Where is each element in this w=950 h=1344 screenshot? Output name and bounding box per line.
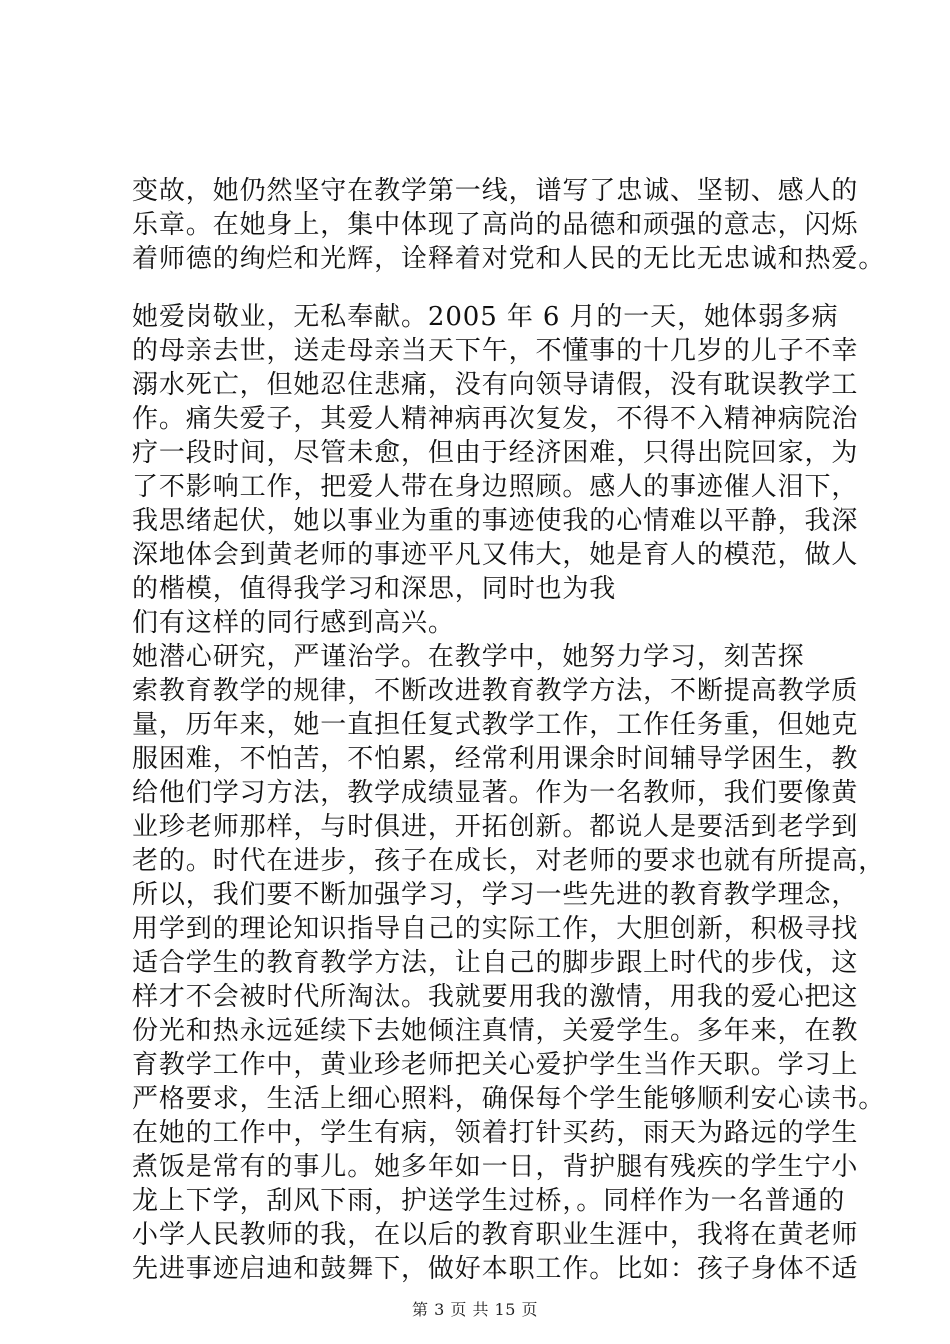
text-line: 业珍老师那样，与时俱进，开拓创新。都说人是要活到老学到 (132, 812, 859, 842)
text-line: 变故，她仍然坚守在教学第一线，谱写了忠诚、坚韧、感人的 (132, 176, 859, 206)
text-line: 老的。时代在进步，孩子在成长，对老师的要求也就有所提高， (132, 846, 886, 876)
text-line: 乐章。在她身上，集中体现了高尚的品德和顽强的意志，闪烁 (132, 210, 859, 240)
text-line: 份光和热永远延续下去她倾注真情，关爱学生。多年来，在教 (132, 1016, 859, 1046)
text-line: 给他们学习方法，教学成绩显著。作为一名教师，我们要像黄 (132, 778, 859, 808)
text-line: 了不影响工作，把爱人带在身边照顾。感人的事迹催人泪下， (132, 472, 859, 502)
page-number: 第 3 页 共 15 页 (412, 1300, 538, 1319)
text-line: 龙上下学，刮风下雨，护送学生过桥，。同样作为一名普通的 (132, 1186, 846, 1216)
text-line: 先进事迹启迪和鼓舞下，做好本职工作。比如：孩子身体不适 (132, 1254, 859, 1284)
text-line: 样才不会被时代所淘汰。我就要用我的激情，用我的爱心把这 (132, 982, 859, 1012)
text-line: 在她的工作中，学生有病，领着打针买药，雨天为路远的学生 (132, 1118, 859, 1148)
text-line: 育教学工作中，黄业珍老师把关心爱护学生当作天职。学习上 (132, 1050, 859, 1080)
text-line: 她爱岗敬业，无私奉献。2005 年 6 月的一天，她体弱多病 (132, 302, 839, 332)
text-line: 小学人民教师的我，在以后的教育职业生涯中，我将在黄老师 (132, 1220, 859, 1250)
text-line: 的楷模，值得我学习和深思，同时也为我 (132, 574, 617, 604)
text-line: 用学到的理论知识指导自己的实际工作，大胆创新，积极寻找 (132, 914, 859, 944)
text-line: 深地体会到黄老师的事迹平凡又伟大，她是育人的模范，做人 (132, 540, 859, 570)
text-line: 的母亲去世，送走母亲当天下午，不懂事的十几岁的儿子不幸 (132, 336, 859, 366)
text-line: 服困难，不怕苦，不怕累，经常利用课余时间辅导学困生，教 (132, 744, 859, 774)
text-line: 着师德的绚烂和光辉，诠释着对党和人民的无比无忠诚和热爱。 (132, 244, 886, 274)
text-line: 作。痛失爱子，其爱人精神病再次复发，不得不入精神病院治 (132, 404, 859, 434)
text-line: 煮饭是常有的事儿。她多年如一日，背护腿有残疾的学生宁小 (132, 1152, 859, 1182)
text-line: 疗一段时间，尽管未愈，但由于经济困难，只得出院回家，为 (132, 438, 859, 468)
text-line: 她潜心研究，严谨治学。在教学中，她努力学习，刻苦探 (132, 642, 805, 672)
text-line: 我思绪起伏，她以事业为重的事迹使我的心情难以平静，我深 (132, 506, 859, 536)
text-line: 适合学生的教育教学方法，让自己的脚步跟上时代的步伐，这 (132, 948, 859, 978)
text-line: 所以，我们要不断加强学习，学习一些先进的教育教学理念， (132, 880, 859, 910)
text-line: 索教育教学的规律，不断改进教育教学方法，不断提高教学质 (132, 676, 859, 706)
text-line: 们有这样的同行感到高兴。 (132, 608, 455, 638)
text-line: 溺水死亡，但她忍住悲痛，没有向领导请假，没有耽误教学工 (132, 370, 859, 400)
text-line: 严格要求，生活上细心照料，确保每个学生能够顺利安心读书。 (132, 1084, 886, 1114)
text-line: 量，历年来，她一直担任复式教学工作，工作任务重，但她克 (132, 710, 859, 740)
